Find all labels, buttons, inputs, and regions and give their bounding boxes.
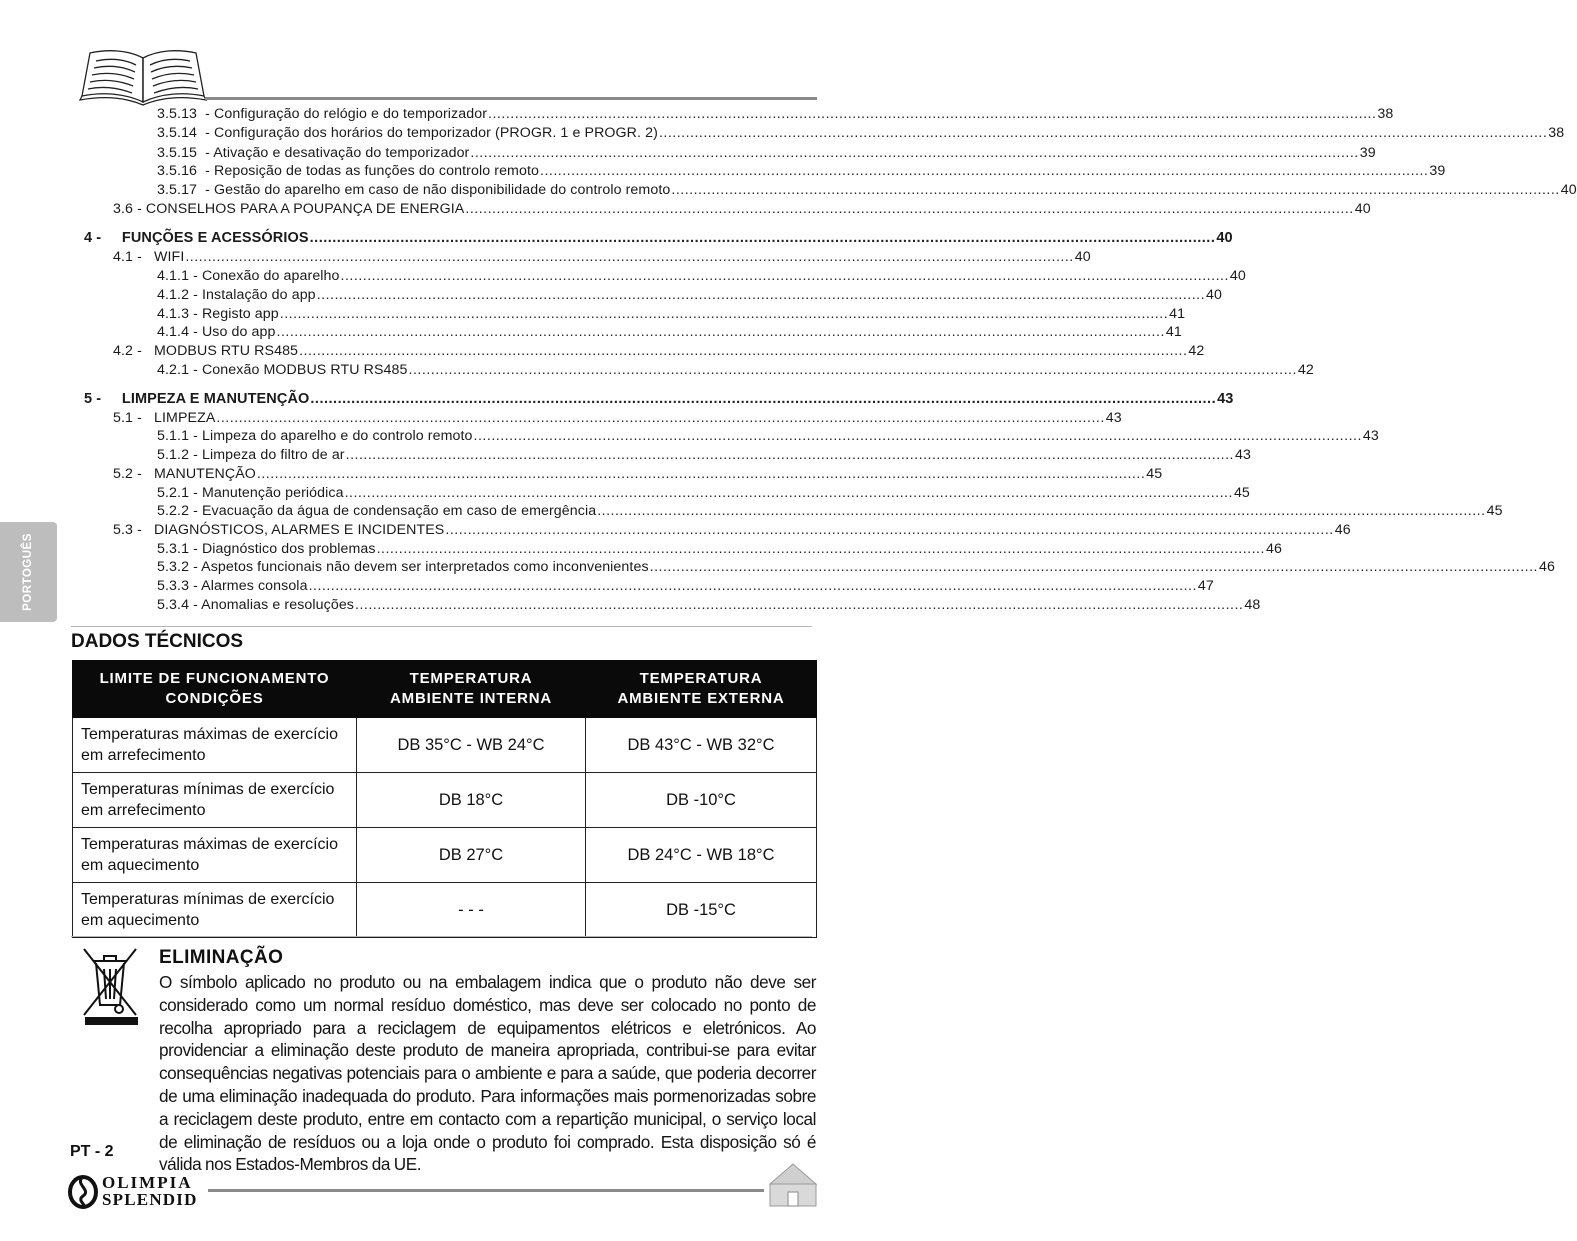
toc-entry-page: 46 <box>1539 559 1555 575</box>
table-header-row <box>73 661 817 718</box>
language-side-tab <box>0 522 57 622</box>
row-label-line: em arrefecimento <box>81 802 206 819</box>
toc-entry-page: 45 <box>1233 485 1250 501</box>
toc-leader-dots: ........................................................................................................................................................................................................ <box>279 306 1169 322</box>
toc-entry-page: 43 <box>1362 428 1379 444</box>
toc-entry[interactable] <box>113 200 1371 218</box>
weee-bar <box>85 1017 138 1025</box>
row-label-line: Temperaturas mínimas de exercício <box>81 891 335 908</box>
language-tab-label: PORTOGUÊS <box>22 533 34 611</box>
internal-value: DB 27°C <box>357 828 586 883</box>
toc-entry[interactable] <box>113 248 1091 266</box>
header-line: AMBIENTE EXTERNA <box>617 690 785 707</box>
toc-entry[interactable] <box>157 267 1246 285</box>
toc-entry-label: 4.1.4 - Uso do app <box>157 324 276 340</box>
toc-entry-label: 4.2 - MODBUS RTU RS485 <box>113 343 299 359</box>
toc-entry-page: 40 <box>1216 230 1233 246</box>
toc-entry-label: 5.2.2 - Evacuação da água de condensação em caso de emergência <box>157 503 597 519</box>
toc-entry-label: 5.1 - LIMPEZA <box>113 410 216 426</box>
toc-entry-label: 5.1.1 - Limpeza do aparelho e do controlo remoto <box>157 428 473 444</box>
toc-entry-label: 5 - LIMPEZA E MANUTENÇÃO <box>84 391 310 407</box>
toc-leader-dots: ........................................................................................................................................................................................................ <box>658 125 1548 141</box>
header-internal-temperature <box>357 661 586 718</box>
header-line: AMBIENTE INTERNA <box>390 690 552 707</box>
toc-entry-label: 4.1.2 - Instalação do app <box>157 287 316 303</box>
toc-leader-dots: ........................................................................................................................................................................................................ <box>540 163 1429 179</box>
header-line: LIMITE DE FUNCIONAMENTO <box>99 670 330 687</box>
toc-entry[interactable] <box>157 558 1555 576</box>
toc-entry-page: 39 <box>1429 163 1446 179</box>
toc-entry[interactable] <box>84 390 1234 408</box>
toc-entry[interactable] <box>157 305 1186 323</box>
toc-leader-dots: ........................................................................................................................................................................................................ <box>310 391 1217 407</box>
toc-entry-page: 46 <box>1265 541 1282 557</box>
table-row <box>73 883 817 938</box>
external-value: DB 24°C - WB 18°C <box>586 828 817 883</box>
toc-leader-dots: ........................................................................................................................................................................................................ <box>299 343 1188 359</box>
toc-leader-dots: ........................................................................................................................................................................................................ <box>465 201 1354 217</box>
row-label <box>73 883 357 938</box>
toc-entry-page: 41 <box>1165 324 1182 340</box>
toc-leader-dots: ........................................................................................................................................................................................................ <box>345 447 1234 463</box>
toc-entry[interactable] <box>157 124 1565 142</box>
toc-entry-label: 5.3.2 - Aspetos funcionais não devem ser interpretados como inconvenientes <box>157 559 649 575</box>
section-divider <box>71 626 812 627</box>
toc-leader-dots: ........................................................................................................................................................................................................ <box>355 597 1244 613</box>
logo-text-bottom: SPLENDID <box>102 1190 198 1209</box>
toc-entry[interactable] <box>157 162 1446 180</box>
toc-entry-label: 3.5.15 - Ativação e desativação do temporizador <box>157 145 470 161</box>
toc-entry-label: 3.6 - CONSELHOS PARA A POUPANÇA DE ENERGIA <box>113 201 465 217</box>
toc-entry-label: 4.1.1 - Conexão do aparelho <box>157 268 340 284</box>
toc-entry[interactable] <box>157 181 1577 199</box>
toc-entry-page: 39 <box>1359 145 1376 161</box>
toc-leader-dots: ........................................................................................................................................................................................................ <box>340 268 1229 284</box>
open-book-icon <box>78 44 208 106</box>
toc-entry[interactable] <box>157 361 1314 379</box>
toc-entry-page: 48 <box>1244 597 1261 613</box>
table-row <box>73 773 817 828</box>
toc-entry-label: 5.2 - MANUTENÇÃO <box>113 466 256 482</box>
toc-entry-page: 45 <box>1146 466 1163 482</box>
header-limit-conditions <box>73 661 357 718</box>
toc-leader-dots: ........................................................................................................................................................................................................ <box>649 559 1538 575</box>
row-label-line: em arrefecimento <box>81 747 206 764</box>
toc-entry-page: 45 <box>1486 503 1503 519</box>
row-label <box>73 718 357 773</box>
toc-entry-label: 3.5.14 - Configuração dos horários do temporizador (PROGR. 1 e PROGR. 2) <box>157 125 658 141</box>
toc-leader-dots: ........................................................................................................................................................................................................ <box>216 410 1105 426</box>
header-line: CONDIÇÕES <box>165 690 264 707</box>
toc-entry-page: 43 <box>1235 447 1251 463</box>
logo-mark-icon <box>66 1174 100 1210</box>
toc-entry-label: 4.2.1 - Conexão MODBUS RTU RS485 <box>157 362 408 378</box>
toc-entry[interactable] <box>157 144 1376 162</box>
toc-entry[interactable] <box>113 465 1163 483</box>
toc-leader-dots: ........................................................................................................................................................................................................ <box>671 182 1560 198</box>
toc-entry-page: 40 <box>1229 268 1246 284</box>
toc-leader-dots: ........................................................................................................................................................................................................ <box>376 541 1265 557</box>
toc-entry-label: 3.5.17 - Gestão do aparelho em caso de não disponibilidade do controlo remoto <box>157 182 671 198</box>
toc-entry[interactable] <box>157 323 1182 341</box>
toc-leader-dots: ........................................................................................................................................................................................................ <box>316 287 1206 303</box>
toc-leader-dots: ........................................................................................................................................................................................................ <box>408 362 1297 378</box>
toc-leader-dots: ........................................................................................................................................................................................................ <box>488 106 1377 122</box>
external-value: DB 43°C - WB 32°C <box>586 718 817 773</box>
toc-leader-dots: ........................................................................................................................................................................................................ <box>473 428 1362 444</box>
header-rule <box>205 97 817 100</box>
toc-leader-dots: ........................................................................................................................................................................................................ <box>309 230 1216 246</box>
toc-entry-page: 47 <box>1197 578 1214 594</box>
toc-entry-label: 3.5.13 - Configuração do relógio e do temporizador <box>157 106 488 122</box>
toc-entry[interactable] <box>113 342 1205 360</box>
header-line: TEMPERATURA <box>409 670 533 687</box>
toc-entry-label: 5.2.1 - Manutenção periódica <box>157 485 344 501</box>
internal-value: DB 35°C - WB 24°C <box>357 718 586 773</box>
toc-entry-page: 46 <box>1334 522 1351 538</box>
toc-entry-page: 43 <box>1217 391 1234 407</box>
toc-entry-label: 5.1.2 - Limpeza do filtro de ar <box>157 447 345 463</box>
toc-entry-page: 38 <box>1548 125 1565 141</box>
internal-value: - - - <box>357 883 586 938</box>
internal-value: DB 18°C <box>357 773 586 828</box>
row-label-line: Temperaturas máximas de exercício <box>81 726 338 743</box>
elimination-title: ELIMINAÇÃO <box>159 947 284 968</box>
toc-entry-label: 3.5.16 - Reposição de todas as funções do controlo remoto <box>157 163 539 179</box>
row-label-line: Temperaturas máximas de exercício <box>81 836 338 853</box>
toc-entry[interactable] <box>113 521 1351 539</box>
row-label-line: em aquecimento <box>81 857 200 874</box>
technical-data-table <box>72 660 817 938</box>
toc-entry-label: 4.1 - WIFI <box>113 249 185 265</box>
elimination-text: O símbolo aplicado no produto ou na embalagem indica que o produto não deve ser considerado como um normal resíduo doméstico, mas deve ser colocado no ponto de recolha apropriado para a reciclagem de equipamentos elétricos e eletrónicos. Ao providenciar a eliminação deste produto de maneira apropriada, contribui-se para evitar consequências negativas potenciais para o ambiente e para a saúde, que poderia decorrer de uma eliminação inadequada do produto. Para informações mais pormenorizadas sobre a reciclagem deste produto, entre em contacto com a repartição municipal, o serviço local de eliminação de resíduos ou a loja onde o produto foi comprado. Esta disposição só é válida nos Estados-Membros da UE. <box>159 972 816 1175</box>
toc-leader-dots: ........................................................................................................................................................................................................ <box>276 324 1165 340</box>
toc-entry[interactable] <box>157 427 1379 445</box>
toc-leader-dots: ........................................................................................................................................................................................................ <box>185 249 1074 265</box>
toc-leader-dots: ........................................................................................................................................................................................................ <box>470 145 1359 161</box>
toc-entry-page: 40 <box>1206 287 1223 303</box>
toc-entry-page: 42 <box>1188 343 1205 359</box>
logo-text-top: OLIMPIA <box>102 1173 193 1192</box>
toc-leader-dots: ........................................................................................................................................................................................................ <box>445 522 1334 538</box>
table-row <box>73 718 817 773</box>
footer-rule <box>208 1189 764 1192</box>
toc-entry-label: 5.3 - DIAGNÓSTICOS, ALARMES E INCIDENTES <box>113 522 445 538</box>
toc-leader-dots: ........................................................................................................................................................................................................ <box>308 578 1197 594</box>
row-label-line: em aquecimento <box>81 912 200 929</box>
toc-entry-page: 43 <box>1105 410 1122 426</box>
toc-entry-label: 5.3.4 - Anomalias e resoluções <box>157 597 355 613</box>
toc-entry[interactable] <box>157 540 1282 558</box>
toc-entry[interactable] <box>157 577 1214 595</box>
toc-entry[interactable] <box>157 286 1223 304</box>
toc-entry-page: 40 <box>1560 182 1577 198</box>
toc-entry[interactable] <box>157 502 1503 520</box>
external-value: DB -10°C <box>586 773 817 828</box>
toc-leader-dots: ........................................................................................................................................................................................................ <box>597 503 1486 519</box>
row-label-line: Temperaturas mínimas de exercício <box>81 781 335 798</box>
toc-entry-page: 40 <box>1354 201 1371 217</box>
toc-entry-page: 42 <box>1297 362 1314 378</box>
row-label <box>73 773 357 828</box>
brand-logo <box>66 1172 206 1212</box>
toc-entry[interactable] <box>157 105 1394 123</box>
header-line: TEMPERATURA <box>639 670 763 687</box>
table-row <box>73 828 817 883</box>
toc-entry[interactable] <box>157 484 1250 502</box>
external-value: DB -15°C <box>586 883 817 938</box>
row-label <box>73 828 357 883</box>
toc-entry[interactable] <box>157 596 1261 614</box>
toc-leader-dots: ........................................................................................................................................................................................................ <box>256 466 1146 482</box>
toc-entry-label: 5.3.3 - Alarmes consola <box>157 578 308 594</box>
toc-leader-dots: ........................................................................................................................................................................................................ <box>344 485 1233 501</box>
technical-data-title: DADOS TÉCNICOS <box>71 631 244 652</box>
toc-entry[interactable] <box>157 446 1251 464</box>
toc-entry[interactable] <box>84 229 1233 247</box>
toc-entry[interactable] <box>113 409 1122 427</box>
toc-entry-page: 40 <box>1074 249 1091 265</box>
header-external-temperature <box>586 661 817 718</box>
section-divider <box>71 936 812 937</box>
toc-entry-page: 38 <box>1377 106 1394 122</box>
toc-entry-label: 5.3.1 - Diagnóstico dos problemas <box>157 541 376 557</box>
toc-entry-page: 41 <box>1169 306 1186 322</box>
toc-entry-label: 4.1.3 - Registo app <box>157 306 279 322</box>
page-number: PT - 2 <box>70 1143 114 1160</box>
home-icon[interactable] <box>768 1162 818 1208</box>
toc-entry-label: 4 - FUNÇÕES E ACESSÓRIOS <box>84 230 309 246</box>
